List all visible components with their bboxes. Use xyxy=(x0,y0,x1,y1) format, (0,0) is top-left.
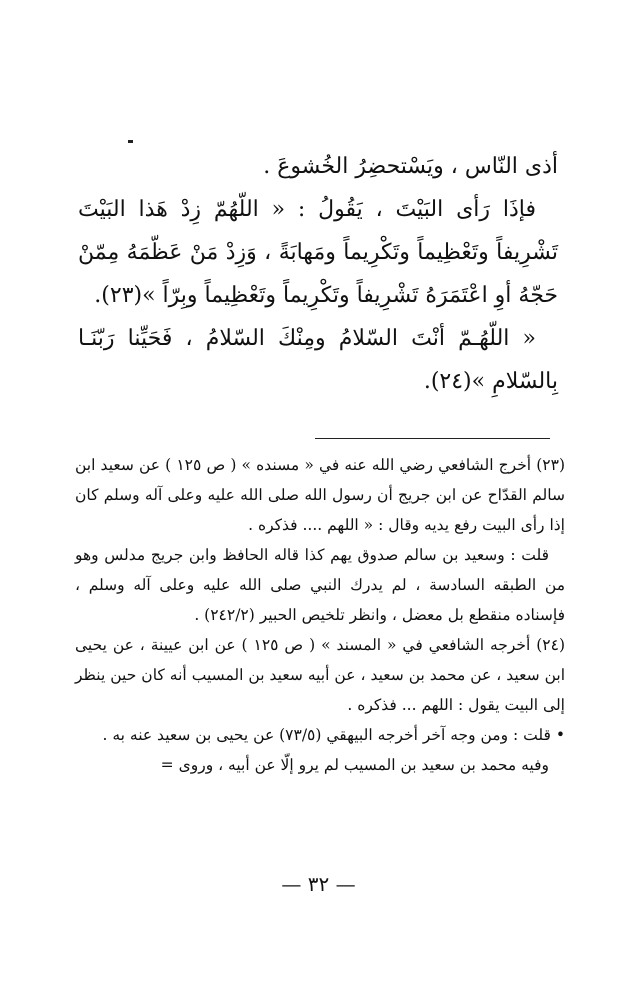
footnotes xyxy=(75,450,565,780)
paragraph-3: « اللّهُـمّ أنْتَ السّلامُ ومِنْكَ السّلامُ ، فَحَيِّنا رَبّنَـا بِالسّلامِ »(٢٤). xyxy=(78,326,558,394)
footnote-23 xyxy=(75,450,565,630)
paragraph-2: فإذَا رَأى البَيْتَ ، يَقُولُ : « اللّهُمّ زِدْ هَذا البَيْتَ تَشْرِيفاً وتَعْظِيماً وتَكْرِيماً ومَهابَةً ، وَزِدْ مَنْ عَظّمَهُ مِمّنْ حَجّهُ أوِ اعْتَمَرَهُ تَشْرِيفاً وتَكْرِيماً وتَعْظِيماً وبِرّاً »(٢٣). xyxy=(78,197,558,308)
footnote-24-comment: • قلت : ومن وجه آخر أخرجه البيهقي (٧٣/٥) عن يحيى بن سعيد عنه به . xyxy=(102,726,565,744)
footnote-24 xyxy=(75,630,565,780)
ink-dot xyxy=(128,140,133,143)
footnote-24-extra: وفيه محمد بن سعيد بن المسيب لم يرو إلّا عن أبيه ، وروى = xyxy=(160,756,549,774)
footnote-23-comment: قلت : وسعيد بن سالم صدوق يهم كذا قاله الحافظ وابن جريج مدلس وهو من الطبقه السادسة ، لم يدرك النبي صلى الله عليه وعلى آله وسلم ، فإسناده منقطع بل معضل ، وانظر تلخيص الحبير (٢٤٢/٢) . xyxy=(75,546,565,624)
footnote-23-text: (٢٣) أخرج الشافعي رضي الله عنه في « مسنده » ( ص ١٢٥ ) عن سعيد ابن سالم القدّاح عن ابن جريج أن رسول الله صلى الله عليه وعلى آله وسلم كان إذا رأى البيت رفع يديه وقال : « اللهم .... فذكره . xyxy=(75,456,565,534)
main-text xyxy=(78,145,558,403)
footnote-24-text: (٢٤) أخرجه الشافعي في « المسند » ( ص ١٢٥ ) عن ابن عيينة ، عن يحيى ابن سعيد ، عن محمد بن سعيد ، عن أبيه سعيد بن المسيب أنه كان حين ينظر إلى البيت يقول : اللهم ... فذكره . xyxy=(75,636,566,714)
footnote-divider xyxy=(315,438,550,439)
paragraph-1: أذى النّاس ، ويَسْتحضِرُ الخُشوعَ . xyxy=(263,154,558,179)
page-number: — ٣٢ — xyxy=(281,872,356,896)
